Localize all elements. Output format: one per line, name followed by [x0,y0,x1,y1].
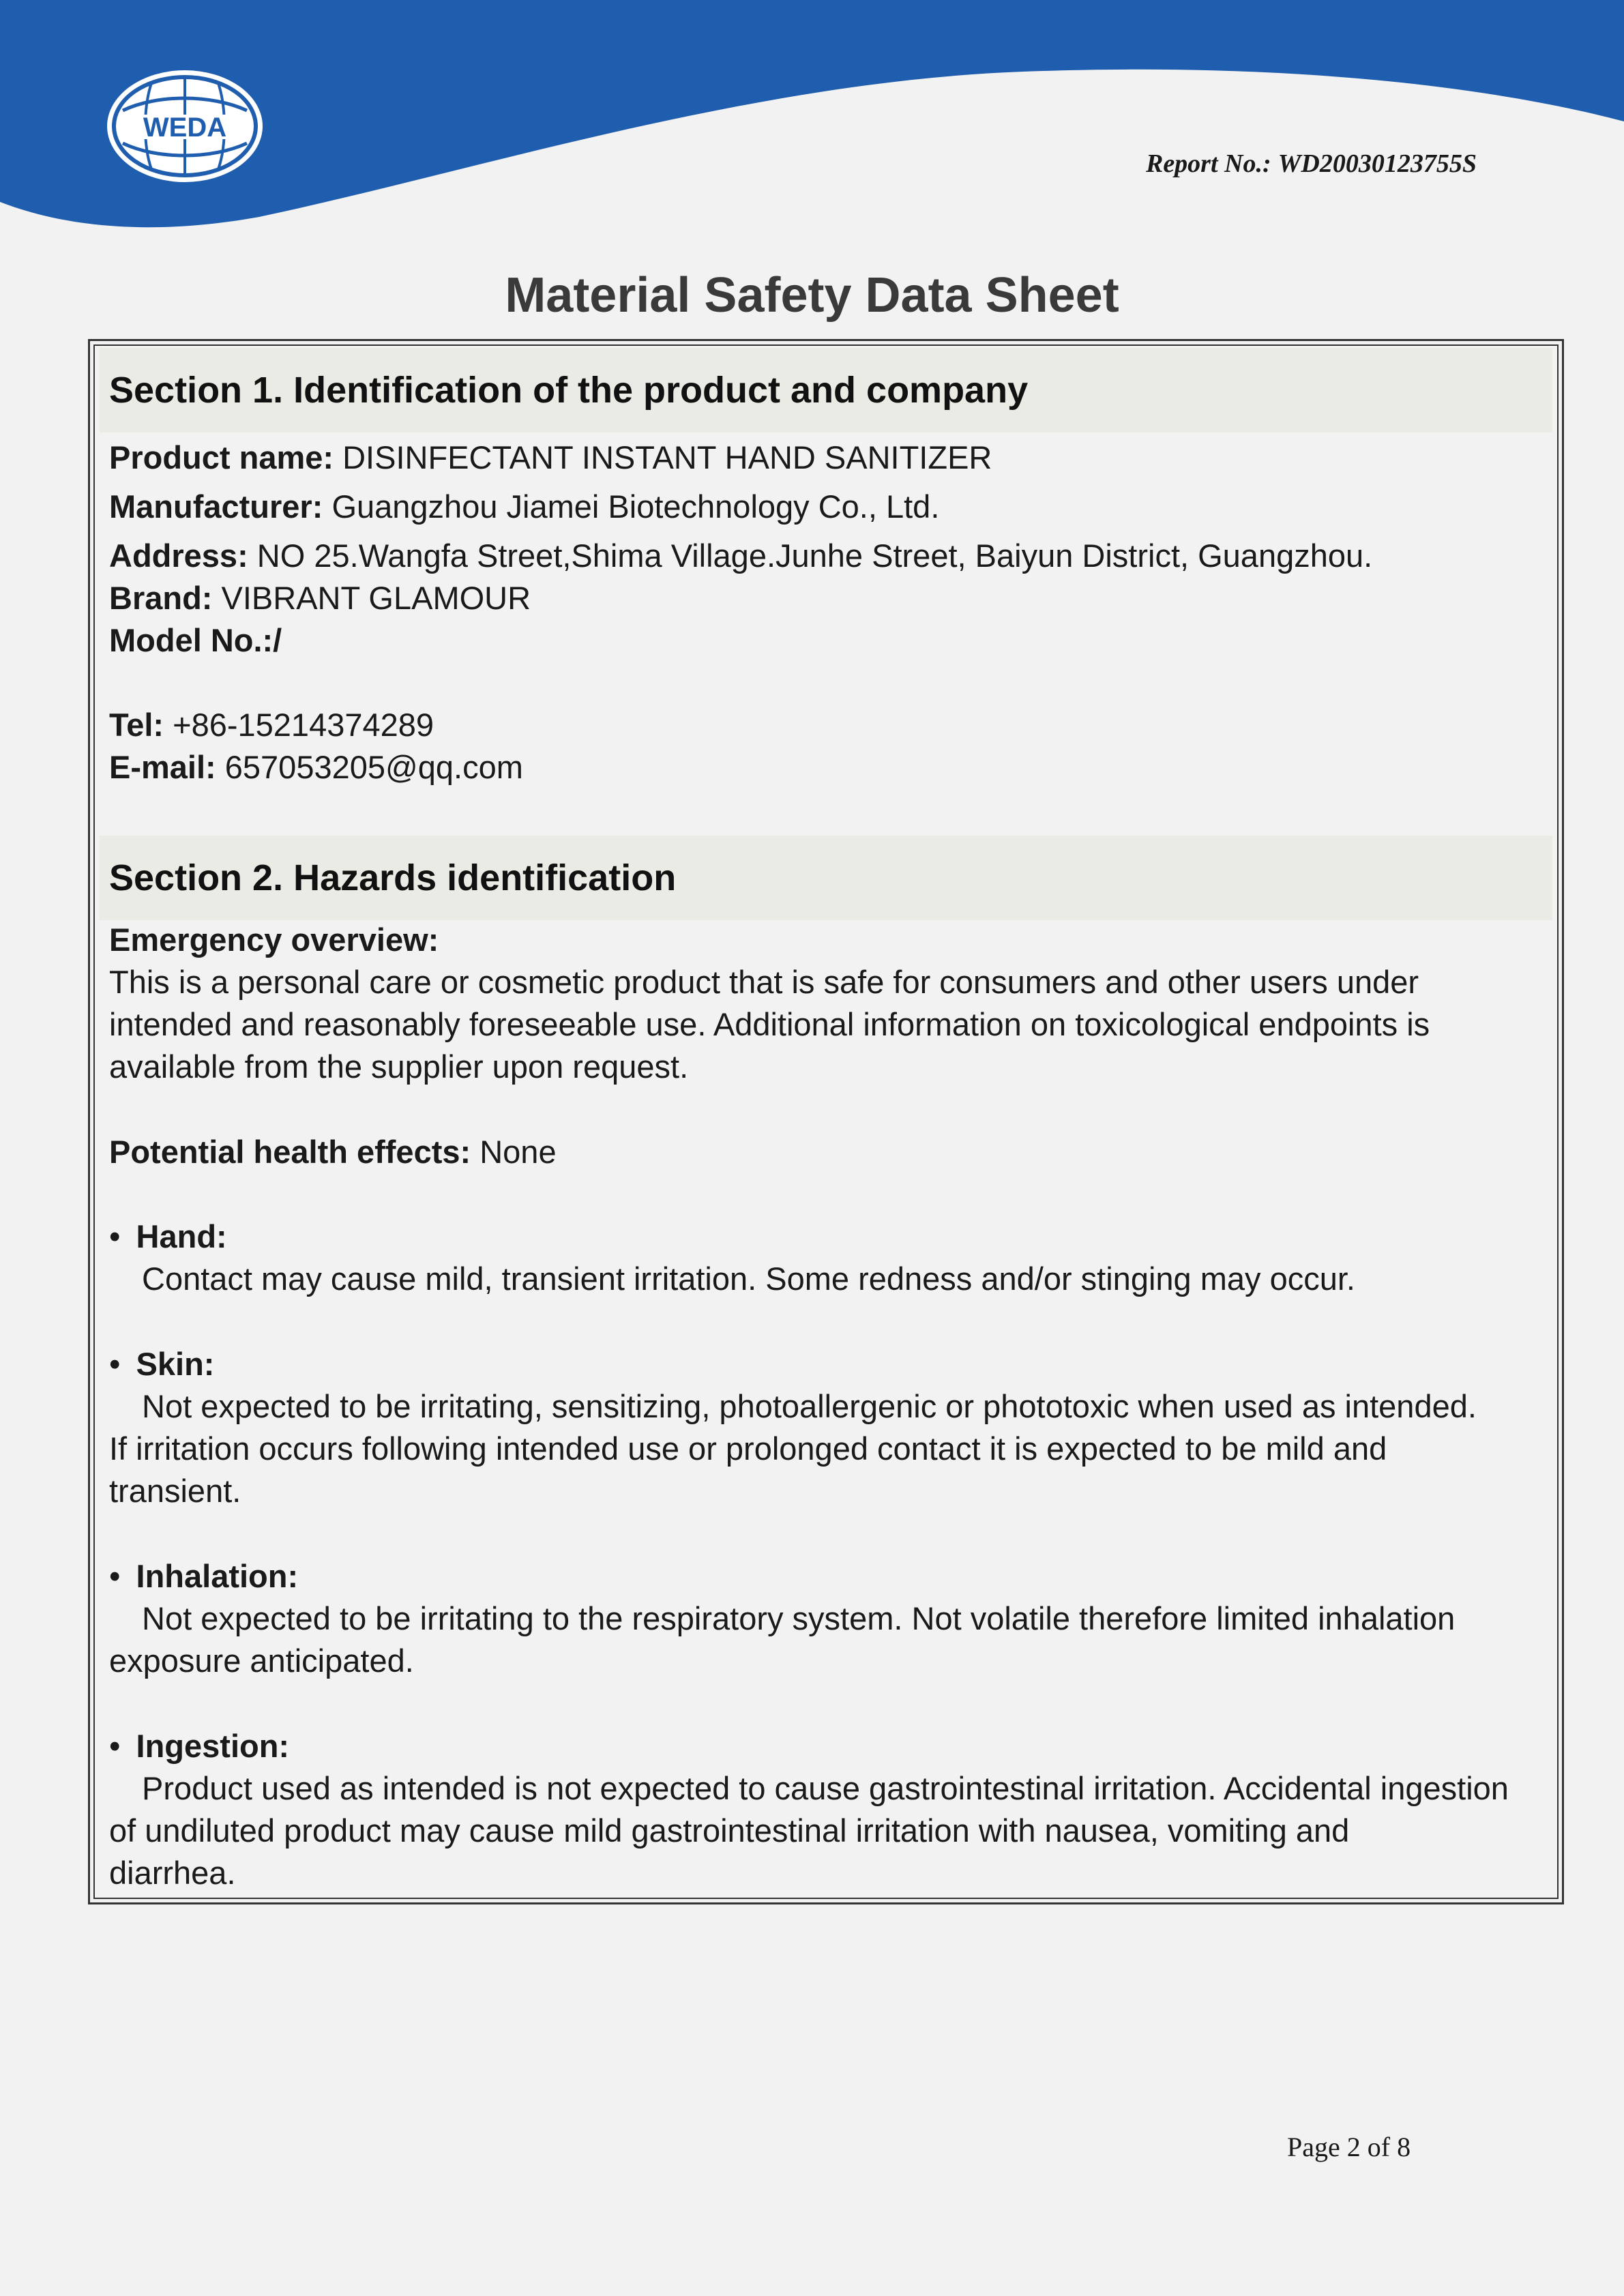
skin-line: Not expected to be irritating, sensitizing, photoallergenic or phototoxic when used as intended. [142,1388,1477,1424]
report-number-value: WD20030123755S [1278,149,1477,178]
section-1-heading: Section 1. Identification of the product and company [100,348,1552,432]
ingestion-line: of undiluted product may cause mild gastrointestinal irritation with nausea, vomiting and [109,1812,1350,1849]
potential-health-effects-value: None [479,1134,557,1170]
emergency-line: This is a personal care or cosmetic product that is safe for consumers and other users under [109,964,1419,1000]
inhalation-label: Inhalation: [136,1558,299,1594]
email-label: E-mail: [109,749,216,785]
inhalation-heading [109,1555,1548,1598]
email-value: 657053205@qq.com [224,749,523,785]
hand-heading [109,1216,1548,1258]
skin-line: transient. [109,1473,241,1509]
inhalation-line: Not expected to be irritating to the respiratory system. Not volatile therefore limited inhalation [142,1600,1456,1636]
product-name-row [109,437,1548,479]
ingestion-label: Ingestion: [136,1728,290,1764]
brand-value: VIBRANT GLAMOUR [221,580,531,616]
emergency-overview-label-row [109,919,1548,961]
section-2-heading: Section 2. Hazards identification [100,836,1552,920]
content-frame [88,339,1564,1904]
ingestion-line: diarrhea. [109,1855,236,1891]
emergency-line: available from the supplier upon request. [109,1048,689,1085]
emergency-line: intended and reasonably foreseeable use. Additional information on toxicological endpoints is [109,1006,1430,1042]
weda-logo [102,67,267,186]
tel-label: Tel: [109,707,164,743]
address-row [109,535,1548,577]
email-row [109,746,1548,789]
product-name-label: Product name: [109,439,334,475]
document-title: Material Safety Data Sheet [505,268,1119,323]
manufacturer-row [109,486,1548,528]
potential-health-effects-label: Potential health effects: [109,1134,471,1170]
hand-line: Contact may cause mild, transient irritation. Some redness and/or stinging may occur. [142,1261,1355,1297]
address-value: NO 25.Wangfa Street,Shima Village.Junhe Street, Baiyun District, Guangzhou. [256,538,1373,574]
manufacturer-label: Manufacturer: [109,488,323,525]
ingestion-heading [109,1725,1548,1767]
ingestion-line: Product used as intended is not expected to cause gastrointestinal irritation. Accidental ingestion [142,1770,1509,1806]
skin-heading [109,1343,1548,1385]
skin-label: Skin: [136,1346,215,1382]
tel-value: +86-15214374289 [173,707,434,743]
report-number [1146,149,1477,179]
product-name-value: DISINFECTANT INSTANT HAND SANITIZER [342,439,992,475]
page-number: Page 2 of 8 [1287,2132,1411,2162]
manufacturer-value: Guangzhou Jiamei Biotechnology Co., Ltd. [331,488,940,525]
potential-health-effects-row [109,1131,1548,1173]
brand-label: Brand: [109,580,213,616]
report-number-label: Report No.: [1145,149,1271,178]
model-row [109,619,1548,662]
tel-row [109,704,1548,746]
brand-row [109,577,1548,619]
skin-line: If irritation occurs following intended use or prolonged contact it is expected to be mild and [109,1430,1387,1467]
address-label: Address: [109,538,248,574]
model-label: Model No.:/ [109,622,282,658]
emergency-overview-label: Emergency overview: [109,922,439,958]
hand-label: Hand: [136,1218,227,1254]
logo-text: WEDA [143,113,227,143]
inhalation-line: exposure anticipated. [109,1643,414,1679]
